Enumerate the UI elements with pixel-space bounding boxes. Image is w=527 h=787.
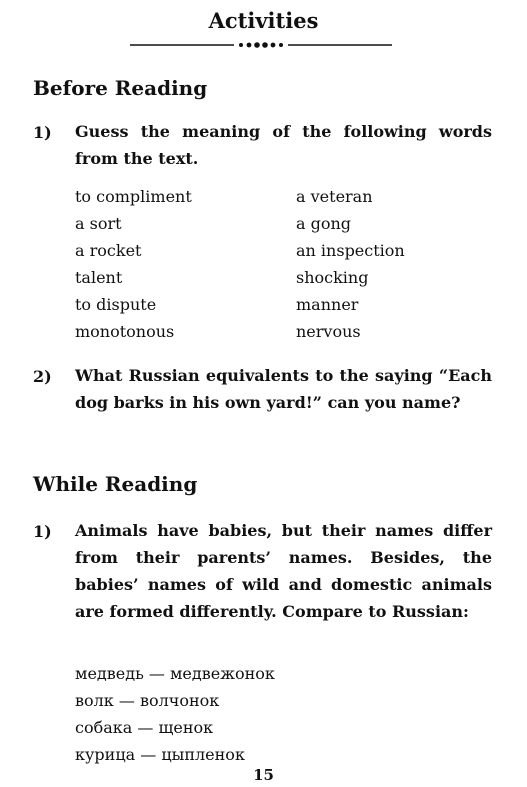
word-pair: медведь — медвежонок — [75, 664, 275, 683]
page-title: Activities — [208, 8, 319, 33]
title-ornament — [130, 38, 392, 52]
question-text: Animals have babies, but their names differ from their parents’ names. Besides, the babies’ names of wild and domestic animals are formed differently. Compare to Russian: — [75, 521, 492, 621]
question-text: What Russian equivalents to the saying “Each dog barks in his own yard!” can you name? — [75, 366, 492, 412]
question-number: 1) — [33, 522, 52, 541]
vocab-word: an inspection — [296, 241, 405, 260]
vocab-word: a gong — [296, 214, 352, 233]
vocab-word: to compliment — [75, 187, 192, 206]
before-reading-heading: Before Reading — [33, 76, 208, 100]
question-number: 2) — [33, 367, 52, 386]
vocab-word: a veteran — [296, 187, 373, 206]
vocab-word: a rocket — [75, 241, 142, 260]
while-reading-heading: While Reading — [33, 472, 198, 496]
vocab-word: talent — [75, 268, 123, 287]
vocab-word: shocking — [296, 268, 369, 287]
word-pair: волк — волчонок — [75, 691, 220, 710]
word-pair: курица — цыпленок — [75, 745, 245, 764]
question-text: Guess the meaning of the following words from the text. — [75, 122, 492, 168]
vocab-word: monotonous — [75, 322, 175, 341]
vocab-word: manner — [296, 295, 359, 314]
vocab-word: nervous — [296, 322, 361, 341]
page-number: 15 — [253, 766, 274, 784]
vocab-word: a sort — [75, 214, 122, 233]
word-pair: собака — щенок — [75, 718, 214, 737]
vocab-word: to dispute — [75, 295, 157, 314]
question-number: 1) — [33, 123, 52, 142]
